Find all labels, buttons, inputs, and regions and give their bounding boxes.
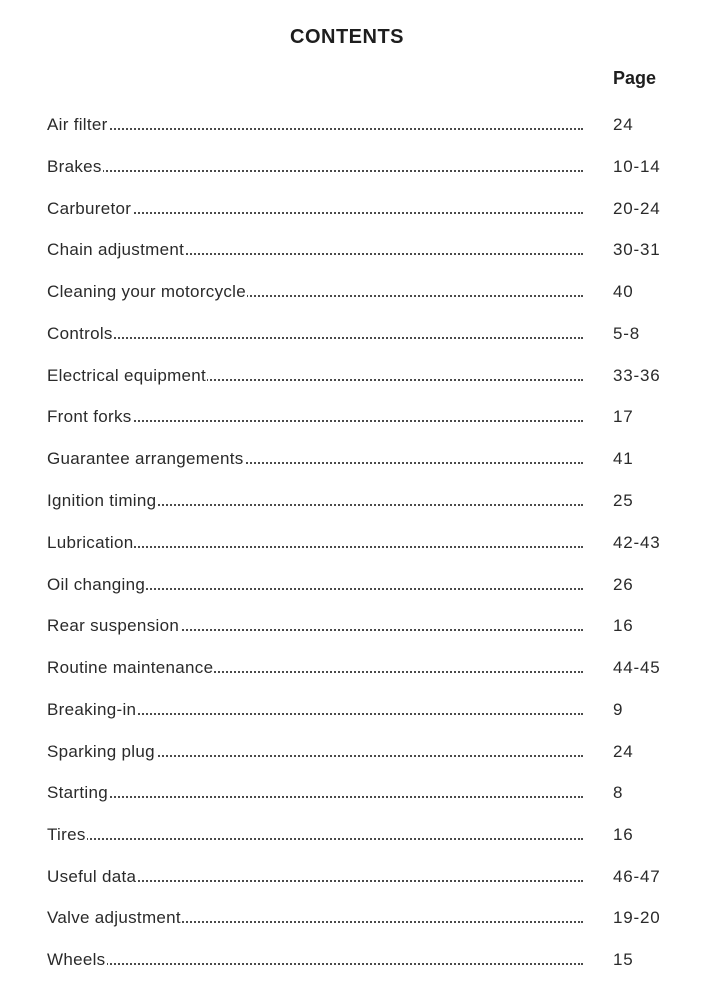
dot-leader xyxy=(47,164,583,172)
toc-entry-label: Wheels xyxy=(47,950,106,969)
page-title: CONTENTS xyxy=(290,26,404,48)
toc-entry-page: 26 xyxy=(613,575,634,594)
toc-entry xyxy=(47,906,687,930)
toc-entry-label: Carburetor xyxy=(47,199,132,218)
toc-entry-label: Useful data xyxy=(47,867,137,886)
toc-entry xyxy=(47,781,687,805)
toc-entry-label: Starting xyxy=(47,783,108,802)
toc-entry-label: Lubrication xyxy=(47,533,134,552)
toc-entry xyxy=(47,740,687,764)
toc-entry xyxy=(47,823,687,847)
toc-entry-label: Controls xyxy=(47,324,113,343)
toc-entry-label: Chain adjustment xyxy=(47,240,185,259)
toc-entry xyxy=(47,280,687,304)
toc-entry-label: Front forks xyxy=(47,407,132,426)
toc-entry-label: Electrical equipment xyxy=(47,366,207,385)
toc-entry-page: 24 xyxy=(613,115,634,134)
toc-entry-label: Air filter xyxy=(47,115,108,134)
toc-entry xyxy=(47,656,687,680)
toc-entry-label: Ignition timing xyxy=(47,491,157,510)
toc-entry-label: Breaking-in xyxy=(47,700,137,719)
toc-entry-label: Guarantee arrangements xyxy=(47,449,244,468)
dot-leader xyxy=(47,832,583,840)
toc-entry-page: 30-31 xyxy=(613,240,661,259)
toc-entry-page: 15 xyxy=(613,950,634,969)
toc-entry-label: Cleaning your motorcycle xyxy=(47,282,247,301)
toc-entry xyxy=(47,405,687,429)
dot-leader xyxy=(47,957,583,965)
toc-entry-page: 9 xyxy=(613,700,624,719)
toc-entry-label: Valve adjustment xyxy=(47,908,181,927)
toc-entry-page: 8 xyxy=(613,783,624,802)
toc-entry xyxy=(47,489,687,513)
toc-entry xyxy=(47,364,687,388)
toc-entry-page: 16 xyxy=(613,825,634,844)
toc-entry-page: 46-47 xyxy=(613,867,661,886)
toc-entry-page: 44-45 xyxy=(613,658,661,677)
toc-entry-label: Routine maintenance xyxy=(47,658,214,677)
toc-entry xyxy=(47,113,687,137)
dot-leader xyxy=(47,331,583,339)
toc-entry xyxy=(47,155,687,179)
toc-entry xyxy=(47,948,687,972)
toc-entry xyxy=(47,573,687,597)
toc-entry xyxy=(47,698,687,722)
toc-entry-page: 25 xyxy=(613,491,634,510)
toc-entry xyxy=(47,322,687,346)
toc-entry-page: 17 xyxy=(613,407,634,426)
toc-entry-page: 42-43 xyxy=(613,533,661,552)
toc-entry-label: Rear suspension xyxy=(47,616,180,635)
toc-entry-label: Oil changing xyxy=(47,575,146,594)
toc-entry-label: Brakes xyxy=(47,157,102,176)
toc-entry-page: 33-36 xyxy=(613,366,661,385)
toc-entry-page: 19-20 xyxy=(613,908,661,927)
toc-entry-page: 41 xyxy=(613,449,634,468)
toc-entry-page: 40 xyxy=(613,282,634,301)
toc-entry-page: 24 xyxy=(613,742,634,761)
toc-entry xyxy=(47,447,687,471)
page-column-header: Page xyxy=(613,68,657,88)
toc-entry-page: 10-14 xyxy=(613,157,661,176)
toc-entry xyxy=(47,614,687,638)
toc-entry xyxy=(47,197,687,221)
dot-leader xyxy=(47,122,583,130)
toc-entry-page: 20-24 xyxy=(613,199,661,218)
dot-leader xyxy=(47,790,583,798)
toc-entry xyxy=(47,238,687,262)
toc-entry xyxy=(47,865,687,889)
toc-entry-label: Tires xyxy=(47,825,86,844)
toc-entry xyxy=(47,531,687,555)
toc-entry-page: 5-8 xyxy=(613,324,640,343)
toc-entry-label: Sparking plug xyxy=(47,742,155,761)
toc-entry-page: 16 xyxy=(613,616,634,635)
